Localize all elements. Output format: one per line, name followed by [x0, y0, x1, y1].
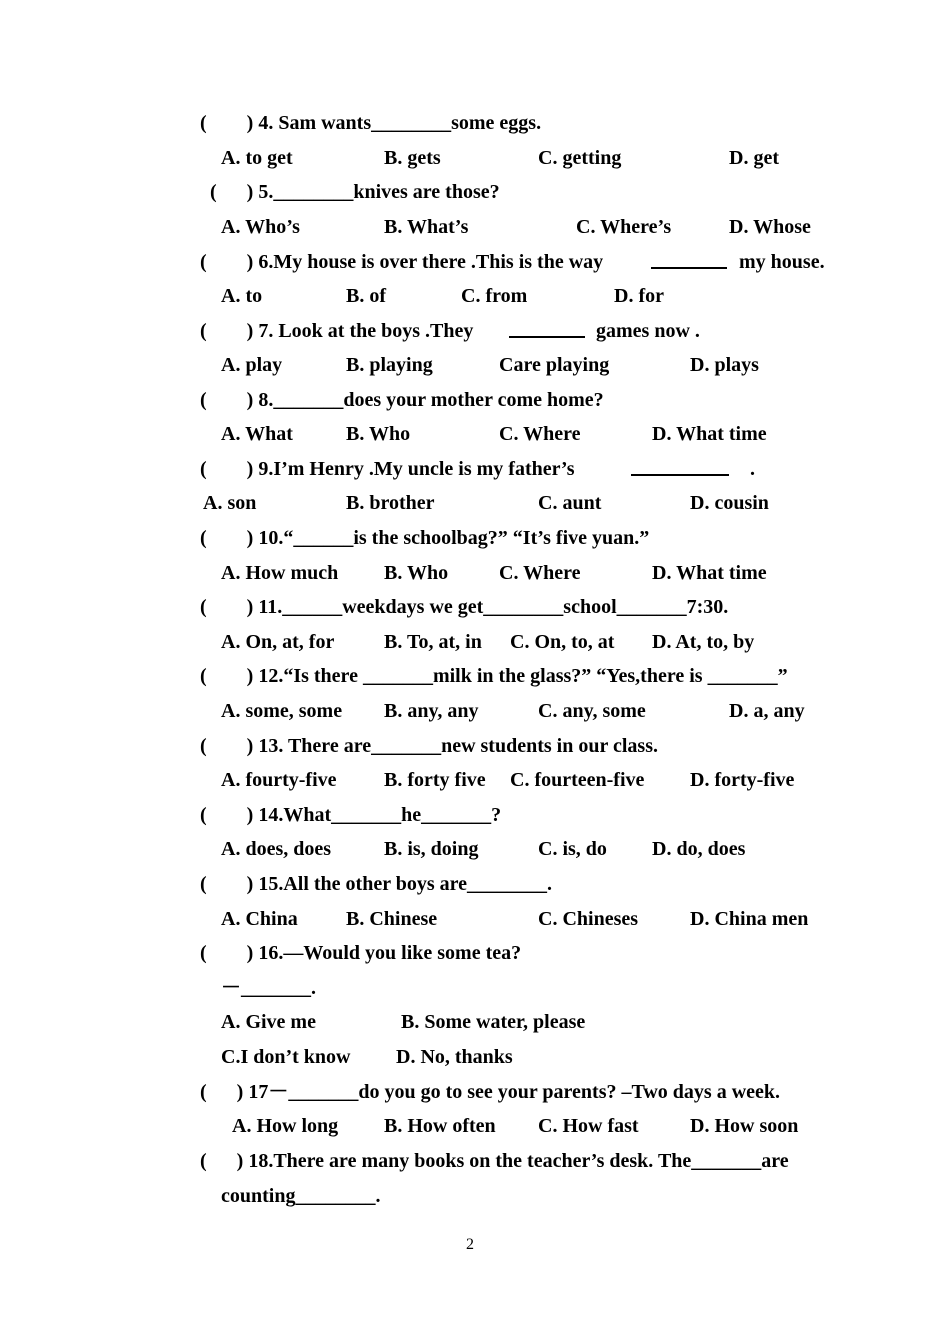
option-d: D. Whose [729, 216, 811, 238]
option-b: B. What’s [384, 216, 469, 238]
option-a: A. son [203, 492, 257, 514]
question-5-stem: ( ) 5.________knives are those? [210, 181, 500, 203]
option-b: B. forty five [384, 769, 486, 791]
option-c: C. Where [499, 562, 581, 584]
option-d: D. for [614, 285, 664, 307]
option-b: B. of [346, 285, 386, 307]
option-c: Care playing [499, 354, 610, 376]
question-17-stem: ( ) 17－_______do you go to see your parents? –Two days a week. [200, 1081, 781, 1103]
option-c: C. getting [538, 147, 622, 169]
option-b: B. Who [346, 423, 411, 445]
option-a: A. How much [221, 562, 339, 584]
option-a: A. Who’s [221, 216, 300, 238]
stem-text-end: . [750, 458, 755, 480]
option-a: A. to [221, 285, 263, 307]
option-b: B. To, at, in [384, 631, 482, 653]
page-number: 2 [466, 1236, 474, 1253]
option-a: A. What [221, 423, 293, 445]
option-a: A. China [221, 908, 298, 930]
option-d: D. No, thanks [396, 1046, 513, 1068]
question-16-stem: ( ) 16.—Would you like some tea? [200, 942, 522, 964]
answer-blank [651, 250, 727, 275]
stem-text-end: games now . [596, 320, 700, 342]
option-c: C. is, do [538, 838, 607, 860]
option-c: C. any, some [538, 700, 646, 722]
question-18-stem: ( ) 18.There are many books on the teacher’s desk. The_______are [200, 1150, 789, 1172]
option-d: D. get [729, 147, 779, 169]
question-8-stem: ( ) 8._______does your mother come home? [200, 389, 604, 411]
option-d: D. do, does [652, 838, 746, 860]
option-c: C. from [461, 285, 528, 307]
option-a: A. to get [221, 147, 293, 169]
option-a: A. does, does [221, 838, 332, 860]
stem-text: ( ) 9.I’m Henry .My uncle is my father’s [200, 458, 575, 480]
question-12-stem: ( ) 12.“Is there _______milk in the glass?” “Yes,there is _______” [200, 665, 788, 687]
question-11-stem: ( ) 11.______weekdays we get________school_______7:30. [200, 596, 729, 618]
option-a: A. On, at, for [221, 631, 335, 653]
option-d: D. How soon [690, 1115, 799, 1137]
stem-text-end: my house. [739, 251, 825, 273]
option-b: B. is, doing [384, 838, 479, 860]
option-c: C. Chineses [538, 908, 639, 930]
option-c: C.I don’t know [221, 1046, 351, 1068]
option-d: D. forty-five [690, 769, 795, 791]
option-a: A. fourty-five [221, 769, 337, 791]
question-15-stem: ( ) 15.All the other boys are________. [200, 873, 553, 895]
answer-blank [509, 319, 585, 344]
option-a: A. Give me [221, 1011, 316, 1033]
stem-text: ( ) 6.My house is over there .This is the way [200, 251, 604, 273]
option-b: B. Some water, please [401, 1011, 586, 1033]
option-b: B. gets [384, 147, 441, 169]
option-c: C. Where [499, 423, 581, 445]
option-b: B. How often [384, 1115, 496, 1137]
option-a: A. some, some [221, 700, 343, 722]
option-d: D. What time [652, 423, 767, 445]
option-c: C. How fast [538, 1115, 639, 1137]
option-b: B. Chinese [346, 908, 438, 930]
question-4-stem: ( ) 4. Sam wants________some eggs. [200, 112, 542, 134]
question-14-stem: ( ) 14.What_______he_______? [200, 804, 502, 826]
option-a: A. play [221, 354, 283, 376]
option-d: D. cousin [690, 492, 769, 514]
option-d: D. At, to, by [652, 631, 755, 653]
option-d: D. China men [690, 908, 809, 930]
option-b: B. any, any [384, 700, 479, 722]
question-16-reply: －_______. [221, 977, 316, 999]
option-c: C. fourteen-five [510, 769, 645, 791]
option-d: D. What time [652, 562, 767, 584]
option-a: A. How long [232, 1115, 339, 1137]
option-c: C. aunt [538, 492, 602, 514]
option-b: B. playing [346, 354, 433, 376]
question-17-options [0, 1114, 950, 1258]
question-13-stem: ( ) 13. There are_______new students in our class. [200, 735, 658, 757]
option-b: B. Who [384, 562, 449, 584]
option-b: B. brother [346, 492, 435, 514]
question-10-stem: ( ) 10.“______is the schoolbag?” “It’s five yuan.” [200, 527, 650, 549]
option-d: D. a, any [729, 700, 805, 722]
option-d: D. plays [690, 354, 759, 376]
question-18-stem-continued: counting________. [221, 1185, 381, 1207]
answer-blank [631, 457, 729, 482]
option-c: C. On, to, at [510, 631, 615, 653]
option-c: C. Where’s [576, 216, 672, 238]
stem-text: ( ) 7. Look at the boys .They [200, 320, 474, 342]
